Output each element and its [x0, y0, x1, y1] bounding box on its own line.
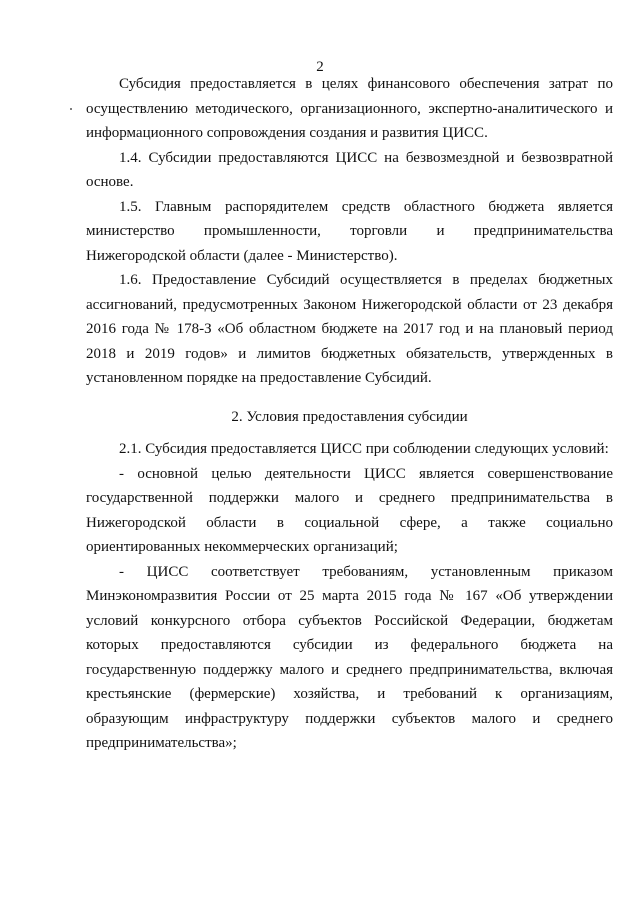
scan-speck — [70, 108, 72, 110]
paragraph-1-5: 1.5. Главным распорядителем средств областного бюджета является министерство промышленности, торговли и предпринимательства Нижегородской области (далее - Министерство). — [86, 198, 613, 264]
paragraph-condition-requirements: - ЦИСС соответствует требованиям, установленным приказом Минэкономразвития России от 25 марта 2015 года № 167 «Об утверждении условий конкурсного отбора субъектов Российской Федерации, бюджетам которых предоставляются субсидии из федерального бюджета на государственную поддержку малого и среднего предпринимательства, включая крестьянские (фермерские) хозяйства, и требований к организациям, образующим инфраструктуру поддержки субъектов малого и среднего предпринимательства»; — [86, 563, 613, 751]
page-number: 2 — [316, 59, 324, 75]
paragraph-2-1: 2.1. Субсидия предоставляется ЦИСС при соблюдении следующих условий: — [119, 441, 609, 457]
paragraph-condition-goal: - основной целью деятельности ЦИСС является совершенствование государственной поддержки малого и среднего предпринимательства в Нижегородской области в социальной сфере, а также социально ориентированных некоммерческих организаций; — [86, 465, 613, 555]
section-heading: 2. Условия предоставления субсидии — [231, 408, 468, 425]
paragraph-subsidy-purpose: Субсидия предоставляется в целях финансового обеспечения затрат по осуществлению методического, организационного, экспертно-аналитического и информационного сопровождения создания и развития ЦИСС. — [86, 76, 613, 141]
document-body — [86, 72, 613, 756]
paragraph-1-4: 1.4. Субсидии предоставляются ЦИСС на безвозмездной и безвозвратной основе. — [86, 149, 613, 190]
paragraph-1-6: 1.6. Предоставление Субсидий осуществляется в пределах бюджетных ассигнований, предусмотренных Законом Нижегородской области от 23 декабря 2016 года № 178-З «Об областном бюджете на 2017 год и на плановый период 2018 и 2019 годов» и лимитов бюджетных обязательств, утвержденных в установленном порядке на предоставление Субсидий. — [86, 272, 613, 386]
